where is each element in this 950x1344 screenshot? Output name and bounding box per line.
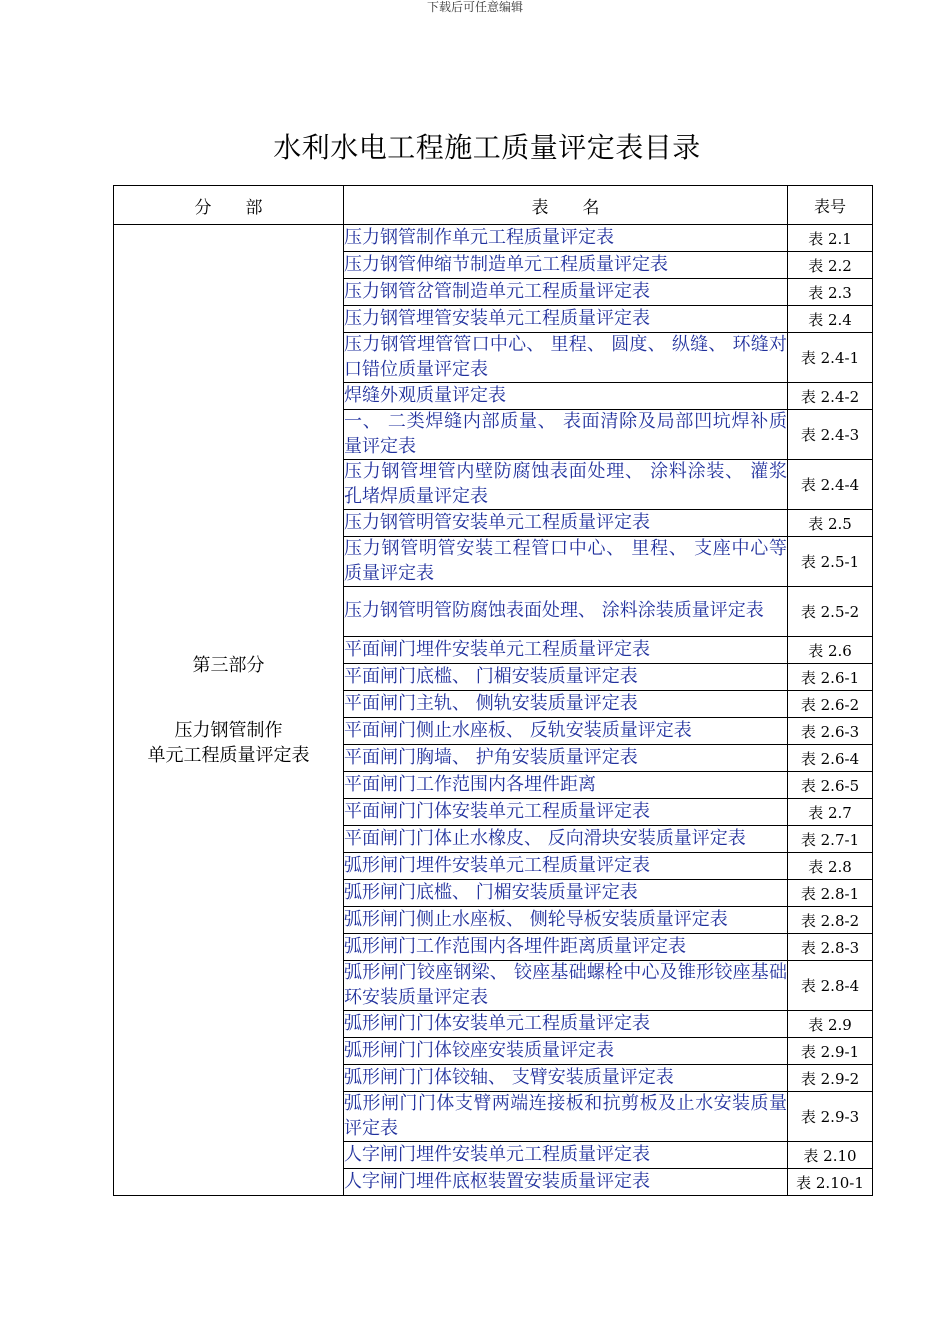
table-name-cell: 平面闸门底槛、 门楣安装质量评定表 <box>344 664 788 691</box>
catalog-table <box>113 185 873 1196</box>
part-cell <box>114 225 344 1196</box>
table-name-cell: 平面闸门主轨、 侧轨安装质量评定表 <box>344 691 788 718</box>
table-number-cell: 表 2.6-3 <box>788 718 873 745</box>
table-name-cell: 弧形闸门埋件安装单元工程质量评定表 <box>344 853 788 880</box>
table-name-cell: 人字闸门埋件底枢装置安装质量评定表 <box>344 1169 788 1196</box>
table-number-cell: 表 2.6-1 <box>788 664 873 691</box>
header-name: 表 名 <box>344 186 788 225</box>
table-number-cell: 表 2.6-4 <box>788 745 873 772</box>
table-name-cell: 压力钢管埋管管口中心、 里程、 圆度、 纵缝、 环缝对口错位质量评定表 <box>344 333 788 383</box>
table-number-cell: 表 2.9-3 <box>788 1092 873 1142</box>
table-number-cell: 表 2.4-4 <box>788 460 873 510</box>
table-row <box>114 225 873 252</box>
table-name-cell: 压力钢管埋管安装单元工程质量评定表 <box>344 306 788 333</box>
document-title: 水利水电工程施工质量评定表目录 <box>273 131 701 164</box>
table-number-cell: 表 2.9-2 <box>788 1065 873 1092</box>
table-name-cell: 弧形闸门门体铰轴、 支臂安装质量评定表 <box>344 1065 788 1092</box>
table-number-cell: 表 2.9 <box>788 1011 873 1038</box>
table-number-cell: 表 2.7 <box>788 799 873 826</box>
table-name-cell: 压力钢管明管安装工程管口中心、 里程、 支座中心等质量评定表 <box>344 537 788 587</box>
table-name-cell: 平面闸门门体止水橡皮、 反向滑块安装质量评定表 <box>344 826 788 853</box>
table-number-cell: 表 2.6-2 <box>788 691 873 718</box>
table-name-cell: 弧形闸门门体铰座安装质量评定表 <box>344 1038 788 1065</box>
table-number-cell: 表 2.4 <box>788 306 873 333</box>
table-name-cell: 一、 二类焊缝内部质量、 表面清除及局部凹坑焊补质量评定表 <box>344 410 788 460</box>
table-number-cell: 表 2.8-3 <box>788 934 873 961</box>
table-name-cell: 平面闸门埋件安装单元工程质量评定表 <box>344 637 788 664</box>
table-name-cell: 弧形闸门侧止水座板、 侧轮导板安装质量评定表 <box>344 907 788 934</box>
table-name-cell: 弧形闸门铰座钢梁、 铰座基础螺栓中心及锥形铰座基础环安装质量评定表 <box>344 961 788 1011</box>
table-name-cell: 弧形闸门底槛、 门楣安装质量评定表 <box>344 880 788 907</box>
header-part: 分 部 <box>114 186 344 225</box>
page-header-note: 下载后可任意编辑 <box>426 0 523 14</box>
part-subtitle-line1: 压力钢管制作 <box>174 719 283 741</box>
table-number-cell: 表 2.10 <box>788 1142 873 1169</box>
part-subtitle-line2: 单元工程质量评定表 <box>147 744 310 766</box>
table-number-cell: 表 2.6-5 <box>788 772 873 799</box>
table-name-cell: 平面闸门胸墙、 护角安装质量评定表 <box>344 745 788 772</box>
table-name-cell: 压力钢管伸缩节制造单元工程质量评定表 <box>344 252 788 279</box>
table-name-cell: 弧形闸门工作范围内各埋件距离质量评定表 <box>344 934 788 961</box>
header-number: 表号 <box>788 186 873 225</box>
table-number-cell: 表 2.1 <box>788 225 873 252</box>
table-number-cell: 表 2.10-1 <box>788 1169 873 1196</box>
table-name-cell: 平面闸门门体安装单元工程质量评定表 <box>344 799 788 826</box>
table-number-cell: 表 2.5-2 <box>788 587 873 637</box>
table-number-cell: 表 2.8-1 <box>788 880 873 907</box>
table-header-row <box>114 186 873 225</box>
table-number-cell: 表 2.8 <box>788 853 873 880</box>
table-name-cell: 压力钢管岔管制造单元工程质量评定表 <box>344 279 788 306</box>
table-name-cell: 压力钢管埋管内壁防腐蚀表面处理、 涂料涂装、 灌浆孔堵焊质量评定表 <box>344 460 788 510</box>
table-number-cell: 表 2.4-1 <box>788 333 873 383</box>
table-number-cell: 表 2.8-4 <box>788 961 873 1011</box>
table-name-cell: 压力钢管明管防腐蚀表面处理、 涂料涂装质量评定表 <box>344 587 788 637</box>
table-number-cell: 表 2.7-1 <box>788 826 873 853</box>
table-number-cell: 表 2.5-1 <box>788 537 873 587</box>
table-name-cell: 弧形闸门门体支臂两端连接板和抗剪板及止水安装质量评定表 <box>344 1092 788 1142</box>
table-number-cell: 表 2.8-2 <box>788 907 873 934</box>
table-number-cell: 表 2.9-1 <box>788 1038 873 1065</box>
table-name-cell: 人字闸门埋件安装单元工程质量评定表 <box>344 1142 788 1169</box>
table-number-cell: 表 2.3 <box>788 279 873 306</box>
table-name-cell: 压力钢管制作单元工程质量评定表 <box>344 225 788 252</box>
table-number-cell: 表 2.4-3 <box>788 410 873 460</box>
table-number-cell: 表 2.5 <box>788 510 873 537</box>
table-number-cell: 表 2.6 <box>788 637 873 664</box>
table-number-cell: 表 2.2 <box>788 252 873 279</box>
table-number-cell: 表 2.4-2 <box>788 383 873 410</box>
table-name-cell: 弧形闸门门体安装单元工程质量评定表 <box>344 1011 788 1038</box>
table-name-cell: 平面闸门侧止水座板、 反轨安装质量评定表 <box>344 718 788 745</box>
part-label: 第三部分 <box>192 654 265 676</box>
table-body <box>114 225 873 1196</box>
table-name-cell: 平面闸门工作范围内各埋件距离 <box>344 772 788 799</box>
table-name-cell: 焊缝外观质量评定表 <box>344 383 788 410</box>
table-name-cell: 压力钢管明管安装单元工程质量评定表 <box>344 510 788 537</box>
